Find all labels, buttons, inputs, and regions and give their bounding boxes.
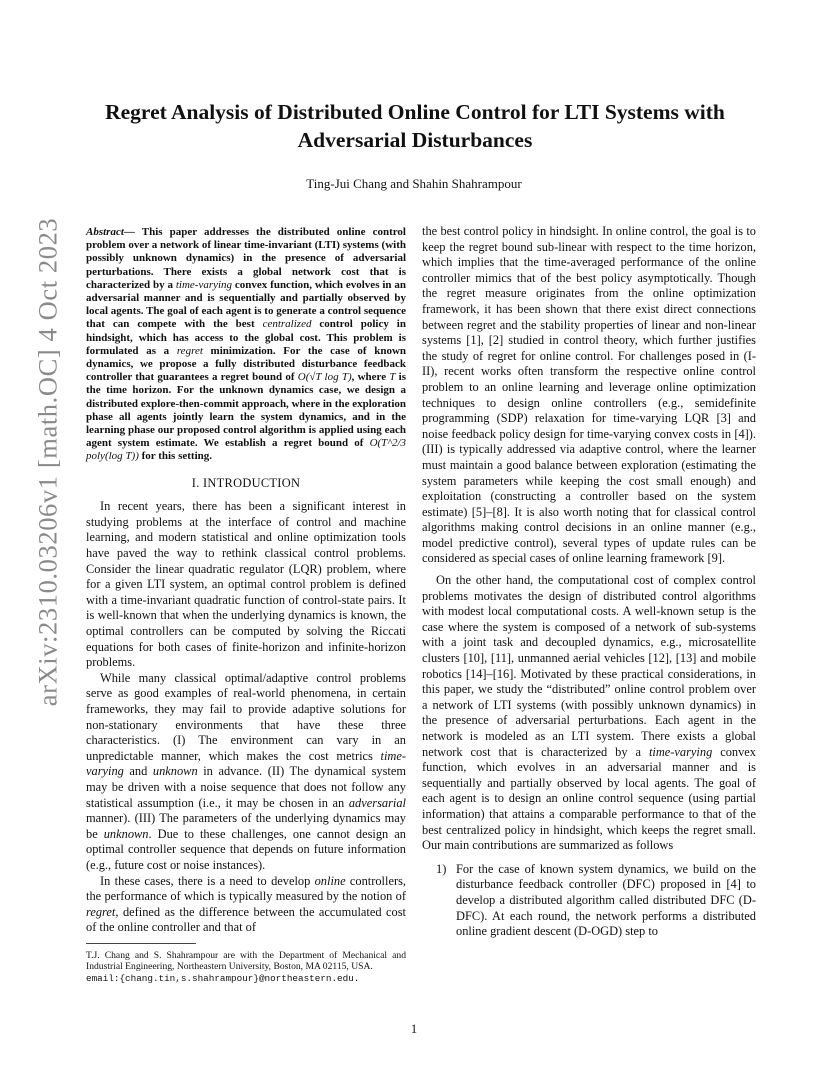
intro-paragraph-1: In recent years, there has been a significant interest in studying problems at the interface of control and machine learning, and modern statistical and online optimization tools have paved the way to rethink classical control problems. Consider the linear quadratic regulator (LQR) problem, where for a given LTI system, an optimal control problem is defined with a time-invariant quadratic function of control-state pairs. It is well-known that when the underlying dynamics is known, the optimal controllers can be computed by solving the Riccati equations for both cases of finite-horizon and infinite-horizon problems. xyxy=(86,499,406,670)
regret-bound-known: O(√T log T) xyxy=(297,371,352,384)
abstract-label: Abstract xyxy=(86,226,124,238)
footnote-rule xyxy=(86,943,196,944)
author-footnote: T.J. Chang and S. Shahrampour are with the Department of Mechanical and Industrial Engineering, Northeastern University, Boston, MA 02115, USA. email:{chang.tin,s.shahrampour}@northeastern.edu. xyxy=(86,950,406,984)
right-column xyxy=(422,224,756,940)
section-heading-introduction: I. INTRODUCTION xyxy=(191,475,301,490)
arxiv-id-text: arXiv:2310.03206v1 [math.OC] 4 Oct 2023 xyxy=(32,217,63,707)
intro-paragraph-5: On the other hand, the computational cost of complex control problems motivates the design of distributed control algorithms with modest local computational costs. A well-known setup is the case where the system is composed of a network of sub-systems with a joint task and decoupled dynamics, e.g., microsatellite clusters [10], [11], unmanned aerial vehicles [12], [13] and mobile robotics [14]–[16]. Motivated by these practical considerations, in this paper, we study the “distributed” online control problem over a network of LTI systems (with possibly unknown dynamics) in the presence of adversarial perturbations. Each agent in the network is modeled as an LTI system. There exists a global network cost that is characterized by a time-varying convex function, which evolves in an adversarial manner and is sequentially and partially observed by local agents. The goal of each agent is to design an online control sequence (using partial information) that attains a comparable performance to that of the best centralized policy in hindsight, which keeps the regret small. Our main contributions are summarized as follows xyxy=(422,573,756,853)
intro-paragraph-2: While many classical optimal/adaptive control problems serve as good examples of real-world phenomena, in certain frameworks, they may fail to provide adaptive solutions for non-stationary environments that have these three characteristics. (I) The environment can vary in an unpredictable manner, which makes the cost metrics time-varying and unknown in advance. (II) The dynamical system may be driven with a noise sequence that does not follow any statistical assumption (i.e., it may be chosen in an adversarial manner). (III) The parameters of the underlying dynamics may be unknown. Due to these challenges, one cannot design an optimal controller sequence that depends on future information (e.g., future cost or noise instances). xyxy=(86,670,406,872)
arxiv-watermark xyxy=(22,217,74,707)
intro-paragraph-3: In these cases, there is a need to develop online controllers, the performance of which is typically measured by the notion of regret, defined as the difference between the accumulated cost of the online controller and that of xyxy=(86,873,406,935)
regret-bound-unknown: O(T^2/3 poly(log T)) xyxy=(86,437,406,463)
intro-paragraph-4: the best control policy in hindsight. In online control, the goal is to keep the regret bound sub-linear with respect to the time horizon, which implies that the time-averaged performance of the online controller mimics that of the best policy asymptotically. Though the regret measure originates from the online optimization framework, it has been shown that there exist direct connections between regret and the stability properties of linear and non-linear systems [1], [2] studied in control theory, which further justifies the study of regret for online control. For challenges posed in (I-II), recent works often transform the respective online control problem to an online learning and leverage online optimization techniques to design online controllers (e.g., semidefinite programming (SDP) relaxation for time-varying LQR [3] and noise feedback policy design for time-varying convex costs in [4]). (III) is typically addressed via adaptive control, where the learner must maintain a good balance between exploration (estimating the system parameters while keeping the cost small enough) and exploitation (constructing a controller based on the system estimate) [5]–[8]. It is also worth noting that for classical control algorithms making control decisions in an online manner (e.g., model predictive control), several types of update rules can be considered as special cases of online learning framework [9]. xyxy=(422,224,756,566)
list-item-number: 1) xyxy=(436,861,447,876)
contribution-list-item-1: 1) For the case of known system dynamics, we build on the disturbance feedback controller (DFC) proposed in [4] to develop a distributed algorithm called distributed DFC (D-DFC). At each round, the network performs a distributed online gradient descent (D-OGD) step to xyxy=(436,861,756,939)
author-email: email:{chang.tin,s.shahrampour}@northeastern.edu. xyxy=(86,972,360,984)
abstract: Abstract— This paper addresses the distributed online control problem over a network of linear time-invariant (LTI) systems (with possibly unknown dynamics) in the presence of adversarial perturbations. There exists a global network cost that is characterized by a time-varying convex function, which evolves in an adversarial manner and is sequentially and partially observed by local agents. The goal of each agent is to generate a control sequence that can compete with the best centralized control policy in hindsight, which has access to the global cost. This problem is formulated as a regret minimization. For the case of known dynamics, we propose a fully distributed disturbance feedback controller that guarantees a regret bound of O(√T log T), where T is the time horizon. For the unknown dynamics case, we design a distributed explore-then-commit approach, where in the exploration phase all agents jointly learn the system dynamics, and in the learning phase our proposed control algorithm is applied using each agent system estimate. We establish a regret bound of O(T^2/3 poly(log T)) for this setting. xyxy=(86,226,407,463)
paper-authors: Ting-Jui Chang and Shahin Shahrampour xyxy=(306,176,522,191)
paper-title: Regret Analysis of Distributed Online Control for LTI Systems with Adversarial Disturbances xyxy=(105,100,725,152)
page-number: 1 xyxy=(410,1022,418,1036)
left-column xyxy=(86,226,406,936)
